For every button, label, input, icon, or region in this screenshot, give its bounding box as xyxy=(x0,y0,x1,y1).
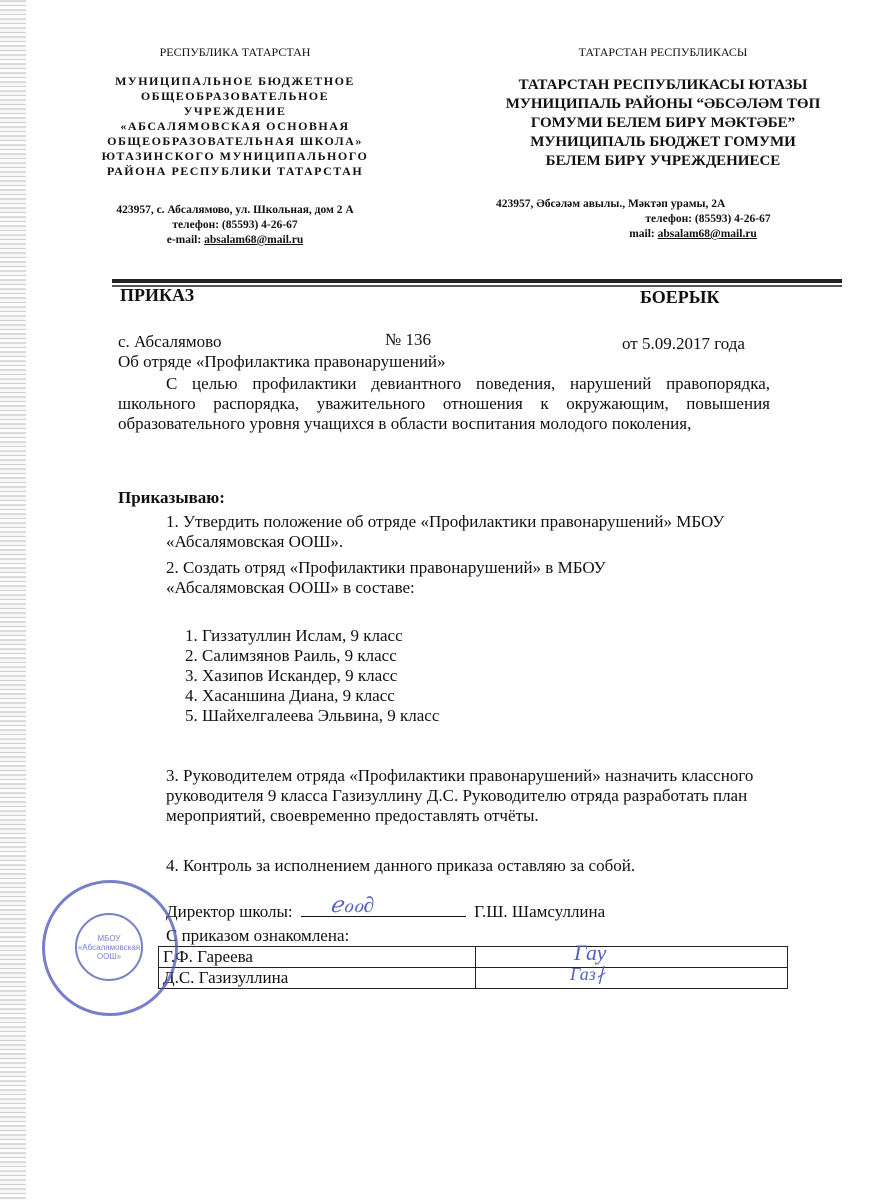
member: 3. Хазипов Искандер, 9 класс xyxy=(202,666,439,686)
left-contacts xyxy=(90,203,380,248)
member: 2. Салимзянов Раиль, 9 класс xyxy=(202,646,439,666)
order-date: от 5.09.2017 года xyxy=(622,334,745,353)
signature-gazizullina: Газ∤ xyxy=(570,964,605,984)
right-country: ТАТАРСТАН РЕСПУБЛИКАСЫ xyxy=(578,45,748,59)
scan-edge-artifact xyxy=(0,0,26,1200)
preamble: С целью профилактики девиантного поведения, нарушений правопорядка, школьного распорядка, уважительного отношения к окружающим, повышения образовательного уровня учащихся в области воспитания молодого поколения, xyxy=(118,374,770,433)
right-phone: телефон: (85593) 4-26-67 xyxy=(645,213,771,225)
director-signature-line xyxy=(166,902,605,922)
director-name: Г.Ш. Шамсуллина xyxy=(474,902,606,921)
member: 1. Гиззатуллин Ислам, 9 класс xyxy=(202,626,439,646)
org-line: ГОМУМИ БЕЛЕМ БИРҮ МӘКТӘБЕ” xyxy=(530,115,796,131)
org-line: ЮТАЗИНСКОГО МУНИЦИПАЛЬНОГО xyxy=(101,149,369,163)
right-address: 423957, Әбсәләм авылы., Мәктәп урамы, 2А xyxy=(496,198,726,210)
letterhead-left xyxy=(90,45,380,248)
org-line: РАЙОНА РЕСПУБЛИКИ ТАТАРСТАН xyxy=(106,164,364,178)
org-line: БЕЛЕМ БИРҮ УЧРЕЖДЕНИЕСЕ xyxy=(545,153,781,169)
signature-gareeva: Гау xyxy=(574,940,607,965)
signature-blank xyxy=(301,916,466,917)
org-line: ОБЩЕОБРАЗОВАТЕЛЬНОЕ xyxy=(140,89,330,103)
header-rule-thin xyxy=(112,285,842,287)
org-line: МУНИЦИПАЛЬ РАЙОНЫ “ӘБСӘЛӘМ ТӨП xyxy=(505,96,821,112)
doc-type-ru: ПРИКАЗ xyxy=(120,285,195,305)
org-line: МУНИЦИПАЛЬНОЕ БЮДЖЕТНОЕ xyxy=(115,74,355,88)
table-row xyxy=(159,968,788,989)
left-address: 423957, с. Абсалямово, ул. Школьная, дом 2 А xyxy=(116,204,354,216)
acquaintance-table xyxy=(158,946,788,989)
table-row xyxy=(159,947,788,968)
doc-type-tt: БОЕРЫК xyxy=(640,287,720,307)
left-phone: телефон: (85593) 4-26-67 xyxy=(172,219,298,231)
member: 5. Шайхелгалеева Эльвина, 9 класс xyxy=(202,706,439,726)
members-list xyxy=(180,626,439,726)
acquainted-label: С приказом ознакомлена: xyxy=(166,926,350,945)
org-line: УЧРЕЖДЕНИЕ xyxy=(183,104,287,118)
stamp-line: «Абсалямовская xyxy=(77,942,141,952)
director-label: Директор школы: xyxy=(166,902,293,921)
director-signature: ℯℴℴ∂ xyxy=(330,892,375,917)
signature-cell xyxy=(476,947,788,968)
left-org xyxy=(90,74,380,179)
item-2: 2. Создать отряд «Профилактики правонарушений» в МБОУ «Абсалямовская ООШ» в составе: xyxy=(166,558,606,597)
org-line: «АБСАЛЯМОВСКАЯ ОСНОВНАЯ xyxy=(120,119,350,133)
acquainted-name: Д.С. Газизуллина xyxy=(159,968,476,989)
stamp-line: МБОУ xyxy=(97,933,121,943)
acquainted-name: Г.Ф. Гареева xyxy=(159,947,476,968)
org-line: ОБЩЕОБРАЗОВАТЕЛЬНАЯ ШКОЛА» xyxy=(107,134,363,148)
stamp-center xyxy=(75,913,143,981)
right-org xyxy=(478,76,848,171)
left-email-link[interactable]: absalam68@mail.ru xyxy=(204,234,304,246)
email-label: mail: xyxy=(629,228,658,240)
org-line: МУНИЦИПАЛЬ БЮДЖЕТ ГОМУМИ xyxy=(530,134,796,150)
signature-cell xyxy=(476,968,788,989)
header-rule xyxy=(112,279,842,283)
right-email-link[interactable]: absalam68@mail.ru xyxy=(657,228,757,240)
left-email-line xyxy=(90,233,380,248)
item-3: 3. Руководителем отряда «Профилактики правонарушений» назначить классного руководителя 9 класса Газизуллину Д.С. Руководителю отряда разработать план мероприятий, своевременно предоставлять отчёты. xyxy=(166,766,754,825)
org-line: ТАТАРСТАН РЕСПУБЛИКАСЫ ЮТАЗЫ xyxy=(518,77,808,93)
letterhead-right xyxy=(478,45,848,242)
stamp-line: ООШ» xyxy=(96,951,122,961)
member: 4. Хасаншина Диана, 9 класс xyxy=(202,686,439,706)
left-country: РЕСПУБЛИКА ТАТАРСТАН xyxy=(159,45,311,59)
order-number: № 136 xyxy=(385,330,431,349)
official-stamp xyxy=(42,880,178,1016)
place: с. Абсалямово xyxy=(118,332,222,351)
right-contacts xyxy=(478,197,848,242)
order-subject: Об отряде «Профилактика правонарушений» xyxy=(118,352,446,371)
order-heading: Приказываю: xyxy=(118,488,225,507)
item-1: 1. Утвердить положение об отряде «Профилактики правонарушений» МБОУ «Абсалямовская ООШ». xyxy=(166,512,725,551)
right-email-line xyxy=(478,227,848,242)
email-label: e-mail: xyxy=(166,234,205,246)
item-4: 4. Контроль за исполнением данного приказа оставляю за собой. xyxy=(166,856,636,875)
